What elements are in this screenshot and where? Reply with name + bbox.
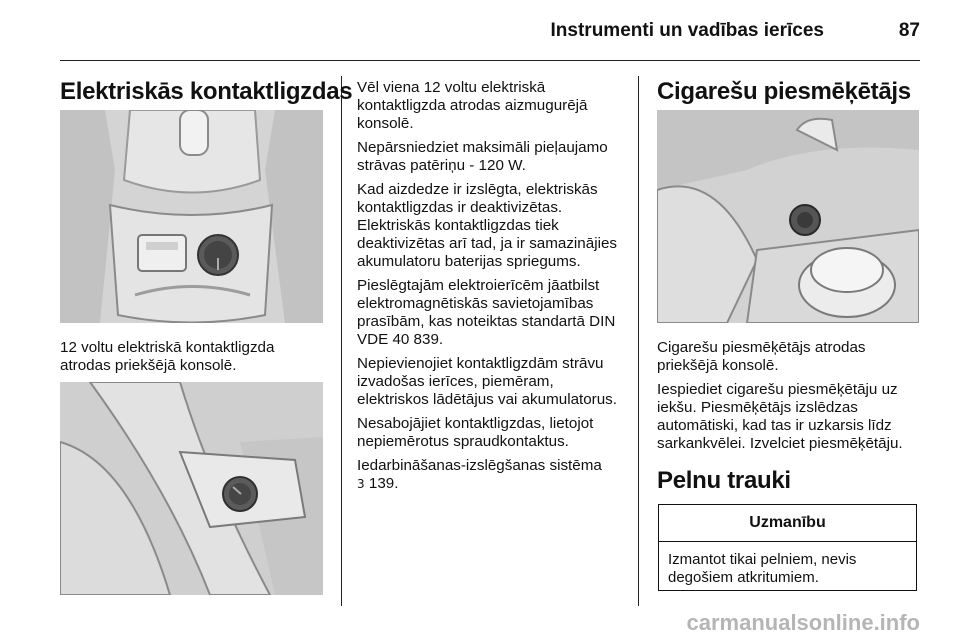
column-divider [341,76,342,606]
section-heading-cigarette-lighter: Cigarešu piesmēķētājs [657,78,911,105]
caution-notice-box [658,504,917,591]
caution-notice-text: Izmantot tikai pelniem, nevis degošiem atkritumiem. [668,551,857,586]
column-divider [638,76,639,606]
paragraph: Pieslēgtajām elektroierīcēm jāatbilst elektromagnētiskās savietojamības prasībām, kas noteiktas standartā DIN VDE 40 839. [357,277,616,348]
section-heading-ashtrays: Pelnu trauki [657,467,791,494]
power-outlet-text-column [357,79,627,499]
front-console-outlet-illustration [60,110,323,323]
section-heading-power-outlets: Elektriskās kontaktligzdas [60,78,353,105]
page-reference-link[interactable]: 139. [368,475,399,492]
page-reference-arrow-icon[interactable]: 3 [357,477,365,491]
caution-notice-title: Uzmanību [659,505,916,542]
paragraph: Nesabojājiet kontaktligzdas, lietojot nepiemērotus spraudkontaktus. [357,415,594,450]
running-header-title: Instrumenti un vadības ierīces [550,20,824,41]
rear-console-outlet-illustration [60,382,323,595]
cigarette-lighter-illustration [657,110,919,323]
cigarette-lighter-text [657,339,925,459]
paragraph: Vēl viena 12 voltu elektriskā kontaktligzda atrodas aizmugurējā konsolē. [357,79,588,132]
stop-start-system-text: Iedarbināšanas-izslēgšanas sistēma [357,457,602,474]
paragraph: Nepārsniedziet maksimāli pieļaujamo strāvas patēriņu - 120 W. [357,139,608,174]
paragraph [357,457,627,493]
page-number: 87 [898,20,920,41]
paragraph: Cigarešu piesmēķētājs atrodas priekšējā konsolē. [657,339,866,374]
front-outlet-caption: 12 voltu elektriskā kontaktligzda atrodas priekšējā konsolē. [60,339,275,374]
watermark: carmanualsonline.info [686,610,920,635]
header-rule [60,60,920,61]
paragraph: Iespiediet cigarešu piesmēķētāju uz iekšu. Piesmēķētājs izslēdzas automātiski, kad tas ir uzkarsis līdz sarkankvēlei. Izvelciet piesmēķētāju. [657,381,903,452]
paragraph: Nepievienojiet kontaktligzdām strāvu izvadošas ierīces, piemēram, elektriskos lādētājus vai akumulatorus. [357,355,617,408]
paragraph: Kad aizdedze ir izslēgta, elektriskās kontaktligzdas ir deaktivizētas. Elektriskās kontaktligzdas tiek deaktivizētas arī tad, ja ir samazinājies akumulatoru baterijas spriegums. [357,181,617,270]
